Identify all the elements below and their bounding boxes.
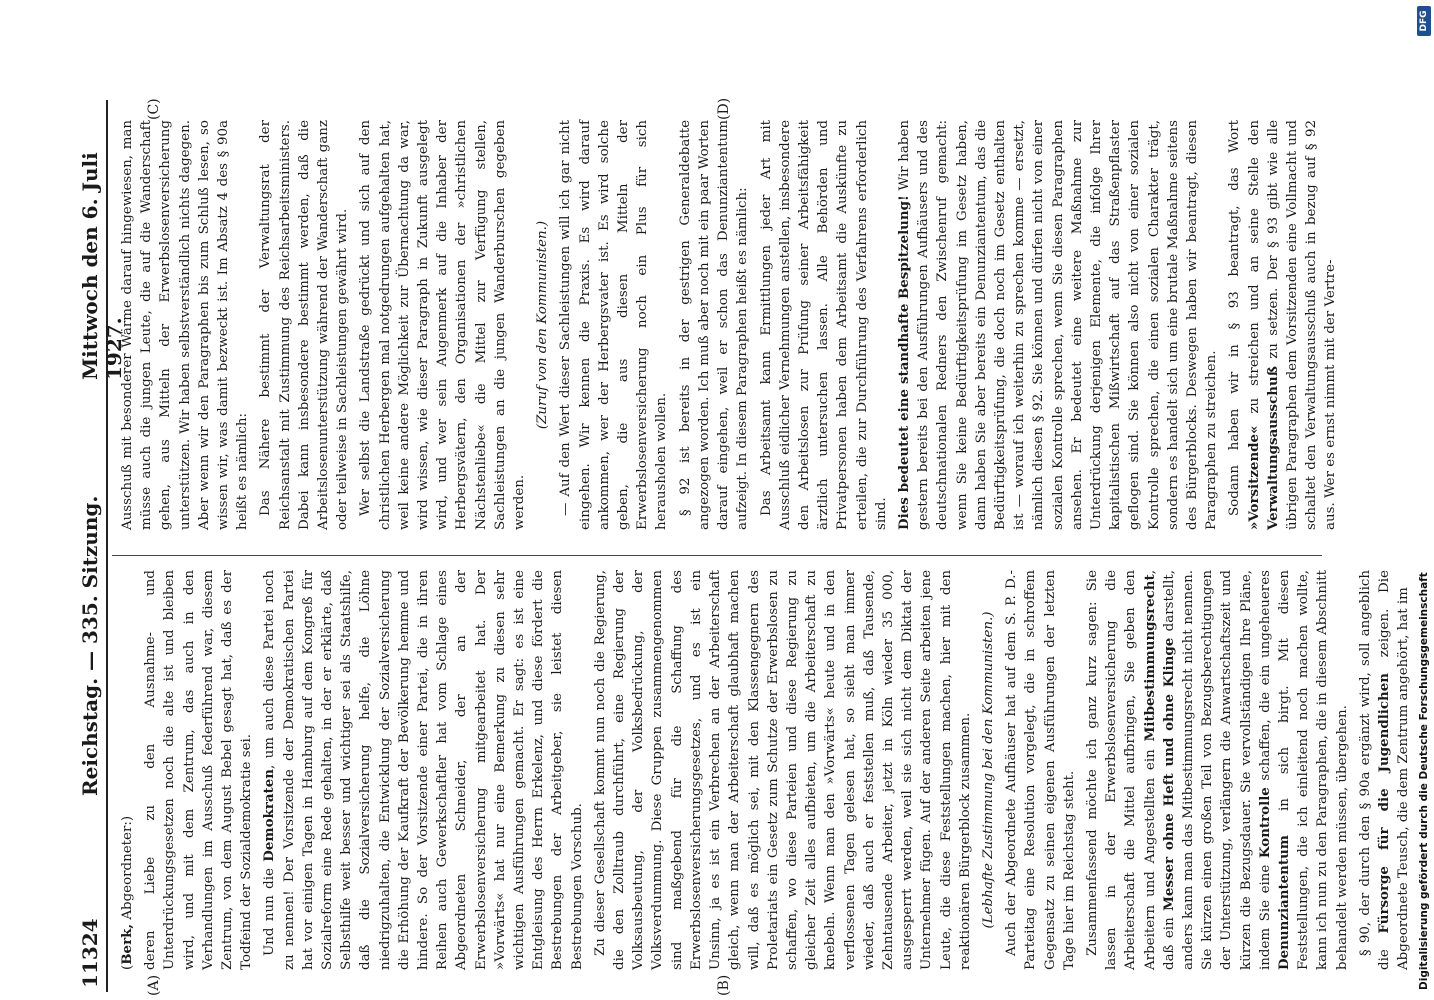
paragraph [1083, 570, 1352, 970]
bold-term: Verwaltungsausschuß [1264, 366, 1281, 530]
bold-term: Kontrolle [1256, 787, 1273, 859]
text-run: Zusammenfassend möchte ich ganz kurz sagen: Sie lassen in der Erwerbslosenversicherung die Arbeiterschaft die Mittel aufbringen, Sie geben den Arbeitern und Angestellten ein [1084, 570, 1158, 970]
text-run: § 90, der durch den § 90a ergänzt wird, soll angeblich die [1357, 570, 1392, 970]
margin-marker-d: (D) [716, 97, 732, 120]
margin-marker-c: (C) [146, 98, 162, 120]
bold-term: Mitbestimmungsrecht [1141, 574, 1158, 742]
document-page [76, 97, 1412, 996]
paragraph: Auch der Abgeordnete Aufhäuser hat auf dem S. P. D.-Parteitag eine Resolution vorgelegt, die in schroffem Gegensatz zu seinen eigenen Ausführungen der letzten Tage hier im Reichstag steht. [1004, 570, 1077, 970]
credit-text: Digitalisierung gefördert durch die Deutsche Forschungsgemeinschaft [1418, 572, 1430, 990]
speaker-role: Abgeordneter: [120, 821, 135, 920]
speaker-line: (Berk, Abgeordneter:) [119, 815, 135, 970]
speaker-name: Berk, [119, 923, 135, 965]
text-run: darstellt, anders kann man das Mitbestimmungsrecht nicht nennen. Sie kürzen einen großen Teil von Bezugsberechtigungen der Unterstützung, verlängern die Anwartschaftszeit und kürzen die Bezugsdauer. Sie vervollständigen Ihre Pläne, indem Sie eine [1161, 570, 1273, 970]
text-run: zu streichen und an seine Stelle den [1246, 120, 1262, 414]
bold-term: Demokraten [261, 769, 278, 862]
dfg-logo [1417, 6, 1431, 36]
paragraph: deren Liebe zu den Ausnahme- und Unterdrückungsgesetzen noch die alte ist und bleiben wird, und mit dem Zentrum, das auch in den Verhandlungen im Ausschuß federführend war, diesem Zentrum, von dem August Bebel gesagt hat, daß es der Todfeind der Sozialdemokratie sei. [143, 570, 255, 970]
bold-term: Denunziantentum [1275, 835, 1292, 970]
text-run: zeigen. Die Abgeordnete Teusch, die dem Zentrum angehört, hat im [1377, 570, 1412, 970]
paragraph: Ausschuß mit besonderer Wärme darauf hingewiesen, man müsse auch die jungen Leute, die auf die Wanderschaft gehen, aus Mitteln der Erwerbslosenversicherung unterstützen. Wir haben selbstverständlich nichts dagegen. Aber wenn wir den Paragraphen bis zum Schluß lesen, so wissen wir, was damit bezweckt ist. Im Absatz 4 des § 90a heißt es nämlich: [120, 120, 251, 530]
text-run: zu setzen. Der § 93 gibt wie alle übrigen Paragraphen dem Vorsitzenden eine Vollmacht und schaltet den Verwaltungsausschuß auch in bezug auf § 92 aus. Wer es ernst nimmt mit der Vertre- [1265, 120, 1339, 530]
bold-term: Dies bedeutet eine standhafte [895, 303, 912, 530]
text-run: schaffen, die ein ungeheueres [1257, 570, 1273, 781]
bold-term: Bespitzelung! [895, 195, 912, 300]
right-column [118, 119, 1339, 530]
bold-term: Fürsorge für die Jugendlichen [1376, 672, 1392, 934]
interjection: (Lebhafte Zustimmung bei den Kommunisten.) [980, 611, 996, 929]
text-run: Sodann haben wir in § 93 beantragt, das Wort [1227, 120, 1243, 516]
margin-marker-a: (A) [146, 974, 162, 996]
text-run: , um auch diese Partei noch zu nennen! Der Vorsitzende der Demokratischen Partei hat vor einigen Tagen in Hamburg auf dem Kongreß für Sozialreform eine Rede gehalten, in der er erklärte, daß Selbsthilfe weit besser und wichtiger sei als Staatshilfe, daß die Sozialversicherung helfe, die Löhne niedrigzuhalten, die Entwicklung der Sozialversicherung die Erhöhung der Kaufkraft der Bevölkerung hemme und hindere. So der Vorsitzende einer Partei, die in ihren Reihen auch Gewerkschaftler hat vom Schlage eines Abgeordneten Schneider, der an der Erwerbslosenversicherung mitgearbeitet hat. Der »Vorwärts« hat nur eine Bemerkung zu diesen sehr wichtigen Ausführungen gemacht. Er sagt: es ist eine Entgleisung des Herrn Erkelenz, und diese fördert die Bestrebungen der Arbeitgeber, sie leistet diesen Bestrebungen Vorschub. [262, 570, 585, 970]
bold-term: »Vorsitzende« [1245, 425, 1262, 530]
paragraph: Zu dieser Gesellschaft kommt nun noch die Regierung, die den Zolltraub durchführt, eine Regierung der Volksausbeutung, der Volksbedrückung, der Volksverdummung. Diese Gruppen zusammengenommen sind maßgebend für die Schaffung des Erwerbslosenversicherungsgesetzes, und es ist ein Unsinn, ja es ist ein Verbrechen an der Arbeiterschaft gleich, wenn man der Arbeiterschaft glaubhaft machen will, daß es möglich sei, mit den Klassengegnern des Proletariats ein Gesetz zum Schutze der Erwerbslosen zu schaffen, wo diese Parteien und diese Regierung zu gleicher Zeit alles aufbieten, um die Arbeiterschaft zu knebeln. Wenn man den »Vorwärts« heute und in den verflossenen Tagen gelesen hat, so sieht man immer wieder, daß auch er feststellen muß, daß Tausende, Zehntausende Arbeiter, jetzt in Köln wieder 35 000, ausgesperrt werden, weil sie sich nicht dem Diktat der Unternehmer fügen. Auf der anderen Seite arbeiten jene Leute, die diese Feststellungen machen, hier mit den reaktionären Bürgerblock zusammen. [592, 570, 973, 970]
paragraph [1356, 570, 1414, 970]
left-column [118, 570, 1412, 970]
dfg-logo-text: DFG [1419, 10, 1429, 32]
page-number: 11324 [78, 918, 102, 988]
quoted-paragraph: Das Arbeitsamt kann Ermittlungen jeder Art mit Ausschluß eidlicher Vernehmungen anstellen, insbesondere den Arbeitslosen zur Prüfung seiner Arbeitsfähigkeit ärztlich untersuchen lassen. Alle Behörden und Privatpersonen haben dem Arbeitsamt die Auskünfte zu erteilen, die zur Durchführung des Verfahrens erforderlich sind. [758, 120, 889, 530]
paragraph: Wer selbst die Landstraße gedrückt und sich auf den christlichen Herbergen mal notgedrungen aufgehalten hat, weil keine andere Möglichkeit zur Übernachtung da war, wird wissen, wie dieser Paragraph in Zukunft ausgelegt wird, und wer sein Augenmerk auf die Inhaber der Herbergsvätern, den Organisationen der »christlichen Nächstenliebe« die Mittel zur Verfügung stellen, Sachleistungen an die jungen Wanderburschen gegeben werden. [358, 120, 528, 530]
bold-term: Messer ohne Heft und ohne Klinge [1160, 637, 1177, 911]
page-header [76, 100, 126, 992]
margin-marker-b: (B) [716, 974, 732, 996]
digitization-credit [1416, 10, 1432, 990]
text-run: , daß ein [1142, 570, 1177, 970]
paragraph [260, 570, 586, 970]
text-run: Und nun die [262, 868, 278, 956]
paragraph: § 92 ist bereits in der gestrigen Generaldebatte angezogen worden. Ich muß aber noch mit ein paar Worten darauf eingehen, weil er schon das Denunziantentum aufzeigt. In diesem Paragraphen heißt es nämlich: [677, 120, 751, 530]
paragraph [895, 120, 1221, 530]
header-date-title: Mittwoch den 6. Juli 1927. [78, 152, 126, 380]
text-run: in sich birgt. Mit diesen Feststellungen, die ich einleitend noch machen wollte, kann ich nun zu den Paragraphen, die in diesem Abschnitt behandelt werden müssen, übergehen. [1276, 570, 1350, 970]
paragraph [1225, 120, 1340, 530]
column-divider [112, 555, 1322, 556]
paragraph: — Auf den Wert dieser Sachleistungen will ich gar nicht eingehen. Wir kennen die Praxis. Es wird darauf ankommen, wer der Herbergsvater ist. Es wird solche geben, die aus diesen Mitteln der Erwerbslosenversicherung noch ein Plus für sich herausholen wollen. [558, 120, 670, 530]
quoted-paragraph: Das Nähere bestimmt der Verwaltungsrat der Reichsanstalt mit Zustimmung des Reichsarbeitsministers. Dabei kann insbesondere bestimmt werden, daß die Arbeitslosenunterstützung während der Wanderschaft ganz oder teilweise in Sachleistungen gewährt wird. [258, 120, 351, 530]
header-session-title: Reichstag. — 335. Sitzung. [78, 495, 102, 796]
interjection: (Zuruf von den Kommunisten.) [535, 220, 551, 430]
text-run: Wir haben gestern bereits bei den Ausführungen Aufhäusers und des deutschnationalen Redners den Zwischenruf gemacht: wenn Sie keine Bedürftigkeitsprüfung im Gesetz haben, dann haben Sie aber bereits ein Denunziantentum, das die Bedürftigkeitsprüfung, die doch noch im Gesetz enthalten ist — worauf ich weiterhin zu sprechen komme — ersetzt, nämlich diesen § 92. Sie können und dürfen nicht von einer sozialen Kontrolle sprechen, wenn Sie diesen Paragraphen ansehen. Er bedeutet eine weitere Maßnahme zur Unterdrückung derjenigen Elemente, die infolge Ihrer kapitalistischen Mißwirtschaft auf das Straßenpflaster geflogen sind. Sie können also nicht von einer sozialen Kontrolle sprechen, die einen sozialen Charakter trägt, sondern es handelt sich um eine brutale Maßnahme seitens des Bürgerblocks. Deswegen haben wir beantragt, diesen Paragraphen zu streichen. [896, 119, 1220, 530]
